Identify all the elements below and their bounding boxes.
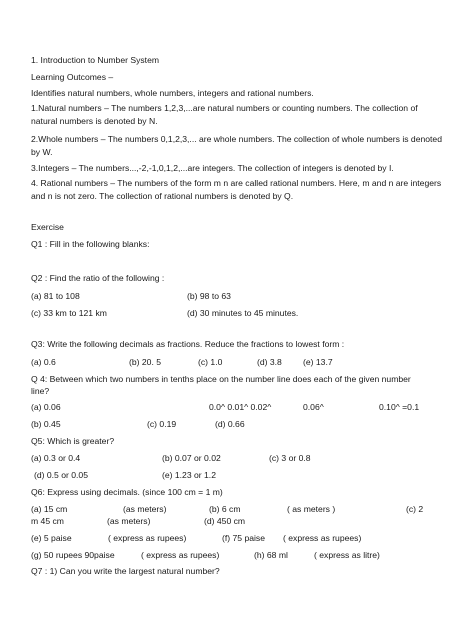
q4-option-b: (b) 0.45 bbox=[31, 419, 61, 429]
q4-option-c: (c) 0.19 bbox=[147, 419, 177, 429]
q5-option-b: (b) 0.07 or 0.02 bbox=[162, 453, 221, 463]
q3-option-a: (a) 0.6 bbox=[31, 357, 56, 367]
q5-option-e: (e) 1.23 or 1.2 bbox=[162, 470, 216, 480]
q6-option-a: (a) 15 cm bbox=[31, 504, 68, 514]
q6-option-e-note: ( express as rupees) bbox=[108, 533, 187, 543]
natural-numbers-paragraph: 1.Natural numbers – The numbers 1,2,3,...are natural numbers or counting numbers. The collection of natural numbers is denoted by N. bbox=[31, 103, 418, 126]
q6-option-b-note: ( as meters ) bbox=[287, 504, 336, 514]
q6-option-f-note: ( express as rupees) bbox=[283, 533, 362, 543]
q2-option-c: (c) 33 km to 121 km bbox=[31, 308, 107, 318]
q5-option-d: (d) 0.5 or 0.05 bbox=[34, 470, 88, 480]
integers-paragraph: 3.Integers – The numbers...,-2,-1,0,1,2,...are integers. The collection of integers is denoted by I. bbox=[31, 163, 394, 173]
q2-option-a: (a) 81 to 108 bbox=[31, 291, 80, 301]
question-3: Q3: Write the following decimals as fractions. Reduce the fractions to lowest form : bbox=[31, 339, 345, 349]
question-7: Q7 : 1) Can you write the largest natural number? bbox=[31, 566, 220, 576]
q3-option-b: (b) 20. 5 bbox=[129, 357, 162, 367]
question-2: Q2 : Find the ratio of the following : bbox=[31, 273, 165, 283]
q6-option-d: (d) 450 cm bbox=[204, 516, 246, 526]
question-6: Q6: Express using decimals. (since 100 cm = 1 m) bbox=[31, 487, 223, 497]
q6-option-c: (c) 2 bbox=[406, 504, 424, 514]
q6-option-g-note: ( express as rupees) bbox=[141, 550, 220, 560]
question-4-line-1: Q 4: Between which two numbers in tenths place on the number line does each of the given number bbox=[31, 374, 411, 384]
q5-option-c: (c) 3 or 0.8 bbox=[269, 453, 311, 463]
q4-option-a: (a) 0.06 bbox=[31, 402, 61, 412]
q2-option-b: (b) 98 to 63 bbox=[187, 291, 231, 301]
q6-option-a-note: (as meters) bbox=[123, 504, 167, 514]
question-4-line-2: line? bbox=[31, 386, 50, 396]
q4-option-d: (d) 0.66 bbox=[215, 419, 245, 429]
q6-option-h-note: ( express as litre) bbox=[314, 550, 380, 560]
question-5: Q5: Which is greater? bbox=[31, 436, 115, 446]
identifies-line: Identifies natural numbers, whole numbers, integers and rational numbers. bbox=[31, 88, 314, 98]
q6-option-c-continued: m 45 cm bbox=[31, 516, 64, 526]
q6-option-b: (b) 6 cm bbox=[209, 504, 241, 514]
q6-option-h: (h) 68 ml bbox=[254, 550, 288, 560]
learning-outcomes-heading: Learning Outcomes – bbox=[31, 72, 114, 82]
chapter-title: 1. Introduction to Number System bbox=[31, 55, 160, 65]
q3-option-d: (d) 3.8 bbox=[257, 357, 282, 367]
q6-option-c-note: (as meters) bbox=[107, 516, 151, 526]
q6-option-e: (e) 5 paise bbox=[31, 533, 72, 543]
q6-option-g: (g) 50 rupees 90paise bbox=[31, 550, 115, 560]
q6-option-f: (f) 75 paise bbox=[222, 533, 265, 543]
q4-hint-3: 0.10^ =0.1 bbox=[379, 402, 420, 412]
question-1: Q1 : Fill in the following blanks: bbox=[31, 239, 150, 249]
rational-numbers-paragraph: 4. Rational numbers – The numbers of the form m n are called rational numbers. Here, m and n are integers and n is not zero. The collection of rational numbers is denoted by Q. bbox=[31, 178, 442, 201]
q4-hint-2: 0.06^ bbox=[303, 402, 324, 412]
exercise-heading: Exercise bbox=[31, 222, 64, 232]
q3-option-c: (c) 1.0 bbox=[198, 357, 223, 367]
whole-numbers-paragraph: 2.Whole numbers – The numbers 0,1,2,3,... are whole numbers. The collection of whole numbers is denoted by W. bbox=[31, 134, 442, 157]
q4-hint-1: 0.0^ 0.01^ 0.02^ bbox=[209, 402, 272, 412]
q3-option-e: (e) 13.7 bbox=[303, 357, 333, 367]
q5-option-a: (a) 0.3 or 0.4 bbox=[31, 453, 81, 463]
q2-option-d: (d) 30 minutes to 45 minutes. bbox=[187, 308, 299, 318]
